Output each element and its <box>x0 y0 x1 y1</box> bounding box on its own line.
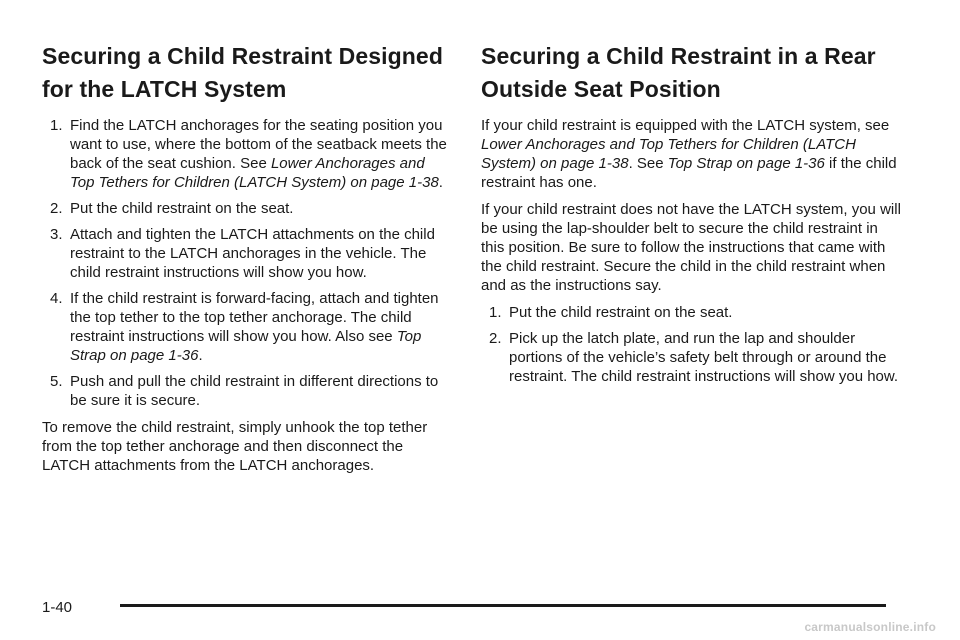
list-item: 3. Attach and tighten the LATCH attachments on the child restraint to the LATCH anchorages in the vehicle. The child restraint instructions will show you how. <box>50 226 435 281</box>
list-item: 4. If the child restraint is forward-facing, attach and tighten the top tether to the top tether anchorage. The child restraint instructions will show you how. Also see Top Strap on page 1-36. <box>50 290 439 364</box>
cross-reference: Lower Anchorages and Top Tethers for Children (LATCH System) on page 1-38 <box>70 155 439 191</box>
right-column <box>481 40 901 394</box>
left-heading: Securing a Child Restraint Designed for the LATCH System <box>42 43 443 102</box>
lap-shoulder-paragraph: If your child restraint does not have the LATCH system, you will be using the lap-shoulder belt to secure the child restraint in this position. Be sure to follow the instructions that came with the child restraint. Secure the child in the child restraint when and as the instructions say. <box>481 201 901 294</box>
removal-paragraph: To remove the child restraint, simply unhook the top tether from the top tether anchorage and then disconnect the LATCH attachments from the LATCH anchorages. <box>42 419 428 474</box>
page-number: 1-40 <box>42 599 73 616</box>
right-heading: Securing a Child Restraint in a Rear Outside Seat Position <box>481 43 876 102</box>
cross-reference: Top Strap on page 1-36 <box>667 155 825 172</box>
footer-rule <box>120 604 886 607</box>
latch-steps-list <box>42 116 452 410</box>
latch-paragraph: If your child restraint is equipped with the LATCH system, see Lower Anchorages and Top Tethers for Children (LATCH System) on page 1-38. See Top Strap on page 1-36 if the child restraint has one. <box>481 117 897 191</box>
list-item: 1. Find the LATCH anchorages for the seating position you want to use, where the bottom of the seatback meets the back of the seat cushion. See Lower Anchorages and Top Tethers for Children (LATCH System) on page 1-38. <box>50 117 447 191</box>
list-item: 5. Push and pull the child restraint in different directions to be sure it is secure. <box>50 373 439 409</box>
list-item: 1. Put the child restraint on the seat. <box>489 304 733 321</box>
rear-seat-steps-list <box>481 303 901 386</box>
cross-reference: Lower Anchorages and Top Tethers for Children (LATCH System) on page 1-38 <box>481 136 856 172</box>
list-item: 2. Put the child restraint on the seat. <box>50 200 294 217</box>
left-column <box>42 40 452 483</box>
watermark: carmanualsonline.info <box>804 620 936 634</box>
cross-reference: Top Strap on page 1-36 <box>70 328 422 364</box>
list-item: 2. Pick up the latch plate, and run the lap and shoulder portions of the vehicle’s safety belt through or around the restraint. The child restraint instructions will show you how. <box>489 330 899 385</box>
